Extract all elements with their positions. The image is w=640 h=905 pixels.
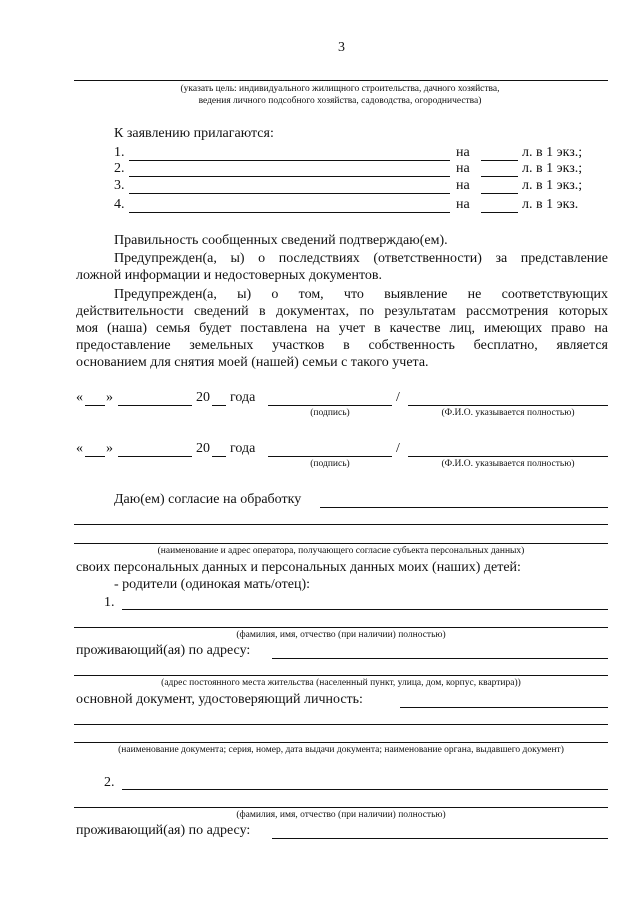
personal-data-text: своих персональных данных и персональных данных моих (наших) детей: bbox=[76, 560, 521, 575]
slash: / bbox=[396, 441, 400, 456]
attachment-name-field[interactable] bbox=[129, 212, 450, 213]
attachment-suffix: л. в 1 экз.; bbox=[522, 178, 583, 193]
address-field-2[interactable] bbox=[74, 675, 608, 676]
address-field-person-2[interactable] bbox=[272, 838, 608, 839]
quote-close: » bbox=[106, 441, 113, 456]
warning-2-line-5: основанием для снятия моей (нашей) семьи с такого учета. bbox=[76, 355, 429, 370]
warning-2-line-3: моя (наша) семья будет поставлена на учет в качестве лиц, имеющих право на bbox=[76, 321, 608, 336]
attachment-pages-field[interactable] bbox=[481, 160, 518, 161]
residing-text-2: проживающий(ая) по адресу: bbox=[76, 823, 251, 838]
year-prefix: 20 bbox=[196, 441, 210, 456]
year-word: года bbox=[230, 390, 256, 405]
id-doc-field[interactable] bbox=[400, 707, 608, 708]
id-doc-field-3[interactable] bbox=[74, 742, 608, 743]
day-field[interactable] bbox=[85, 456, 105, 457]
attachment-na: на bbox=[456, 197, 470, 212]
attachment-na: на bbox=[456, 178, 470, 193]
attachment-num: 2. bbox=[114, 161, 125, 176]
attachment-pages-field[interactable] bbox=[481, 212, 518, 213]
quote-open: « bbox=[76, 441, 83, 456]
page-number: 3 bbox=[338, 40, 345, 55]
attachment-suffix: л. в 1 экз.; bbox=[522, 161, 583, 176]
purpose-caption-1: (указать цель: индивидуального жилищного строительства, дачного хозяйства, bbox=[180, 84, 500, 94]
signature-field[interactable] bbox=[268, 405, 392, 406]
address-field[interactable] bbox=[272, 658, 608, 659]
id-doc-field-2[interactable] bbox=[74, 724, 608, 725]
month-field[interactable] bbox=[118, 456, 192, 457]
attachment-name-field[interactable] bbox=[129, 160, 450, 161]
warning-2-line-4: предоставление земельных участков в собственность бесплатно, является bbox=[76, 338, 608, 353]
attachment-suffix: л. в 1 экз. bbox=[522, 197, 579, 212]
attachment-num: 1. bbox=[114, 145, 125, 160]
attachment-na: на bbox=[456, 145, 470, 160]
signature-caption: (подпись) bbox=[310, 459, 350, 469]
consent-text: Даю(ем) согласие на обработку bbox=[114, 492, 302, 507]
year-field[interactable] bbox=[212, 456, 226, 457]
attachment-num: 3. bbox=[114, 178, 125, 193]
consent-operator-field[interactable] bbox=[320, 507, 608, 508]
person-2-name-field-2[interactable] bbox=[74, 807, 608, 808]
quote-close: » bbox=[106, 390, 113, 405]
month-field[interactable] bbox=[118, 405, 192, 406]
confirm-text: Правильность сообщенных сведений подтверждаю(ем). bbox=[114, 233, 448, 248]
day-field[interactable] bbox=[85, 405, 105, 406]
signature-field[interactable] bbox=[268, 456, 392, 457]
full-name-field[interactable] bbox=[408, 456, 608, 457]
address-caption: (адрес постоянного места жительства (населенный пункт, улица, дом, корпус, квартира)) bbox=[161, 678, 521, 688]
attachment-name-field[interactable] bbox=[129, 193, 450, 194]
slash: / bbox=[396, 390, 400, 405]
year-word: года bbox=[230, 441, 256, 456]
person-1-name-field-2[interactable] bbox=[74, 627, 608, 628]
person-1-number: 1. bbox=[104, 595, 115, 610]
fio-caption: (фамилия, имя, отчество (при наличии) полностью) bbox=[236, 630, 446, 640]
purpose-field-line[interactable] bbox=[74, 80, 608, 81]
full-name-caption: (Ф.И.О. указывается полностью) bbox=[441, 408, 575, 418]
person-1-name-field[interactable] bbox=[122, 609, 608, 610]
person-2-number: 2. bbox=[104, 775, 115, 790]
full-name-field[interactable] bbox=[408, 405, 608, 406]
person-2-name-field[interactable] bbox=[122, 789, 608, 790]
attachment-name-field[interactable] bbox=[129, 176, 450, 177]
consent-operator-field-2[interactable] bbox=[74, 524, 608, 525]
attachment-na: на bbox=[456, 161, 470, 176]
attachment-pages-field[interactable] bbox=[481, 176, 518, 177]
full-name-caption: (Ф.И.О. указывается полностью) bbox=[441, 459, 575, 469]
consent-operator-field-3[interactable] bbox=[74, 543, 608, 544]
doc-caption: (наименование документа; серия, номер, дата выдачи документа; наименование органа, выдавшего документ) bbox=[118, 745, 564, 755]
year-field[interactable] bbox=[212, 405, 226, 406]
fio-caption-2: (фамилия, имя, отчество (при наличии) полностью) bbox=[236, 810, 446, 820]
attachment-num: 4. bbox=[114, 197, 125, 212]
attachment-suffix: л. в 1 экз.; bbox=[522, 145, 583, 160]
year-prefix: 20 bbox=[196, 390, 210, 405]
attachment-pages-field[interactable] bbox=[481, 193, 518, 194]
purpose-caption-2: ведения личного подсобного хозяйства, садоводства, огородничества) bbox=[198, 96, 482, 106]
quote-open: « bbox=[76, 390, 83, 405]
parents-text: - родители (одинокая мать/отец): bbox=[114, 577, 310, 592]
warning-2-line-1: Предупрежден(а, ы) о том, что выявление не соответствующих bbox=[114, 287, 608, 302]
residing-text: проживающий(ая) по адресу: bbox=[76, 643, 251, 658]
signature-caption: (подпись) bbox=[310, 408, 350, 418]
warning-1-line-1: Предупрежден(а, ы) о последствиях (ответственности) за представление bbox=[114, 251, 608, 266]
warning-1-line-2: ложной информации и недостоверных документов. bbox=[76, 268, 383, 283]
id-doc-text: основной документ, удостоверяющий личность: bbox=[76, 692, 363, 707]
warning-2-line-2: действительности сведений в документах, по результатам рассмотрения которых bbox=[76, 304, 608, 319]
attachments-heading: К заявлению прилагаются: bbox=[114, 126, 274, 141]
operator-caption: (наименование и адрес оператора, получающего согласие субъекта персональных данных) bbox=[157, 546, 525, 556]
